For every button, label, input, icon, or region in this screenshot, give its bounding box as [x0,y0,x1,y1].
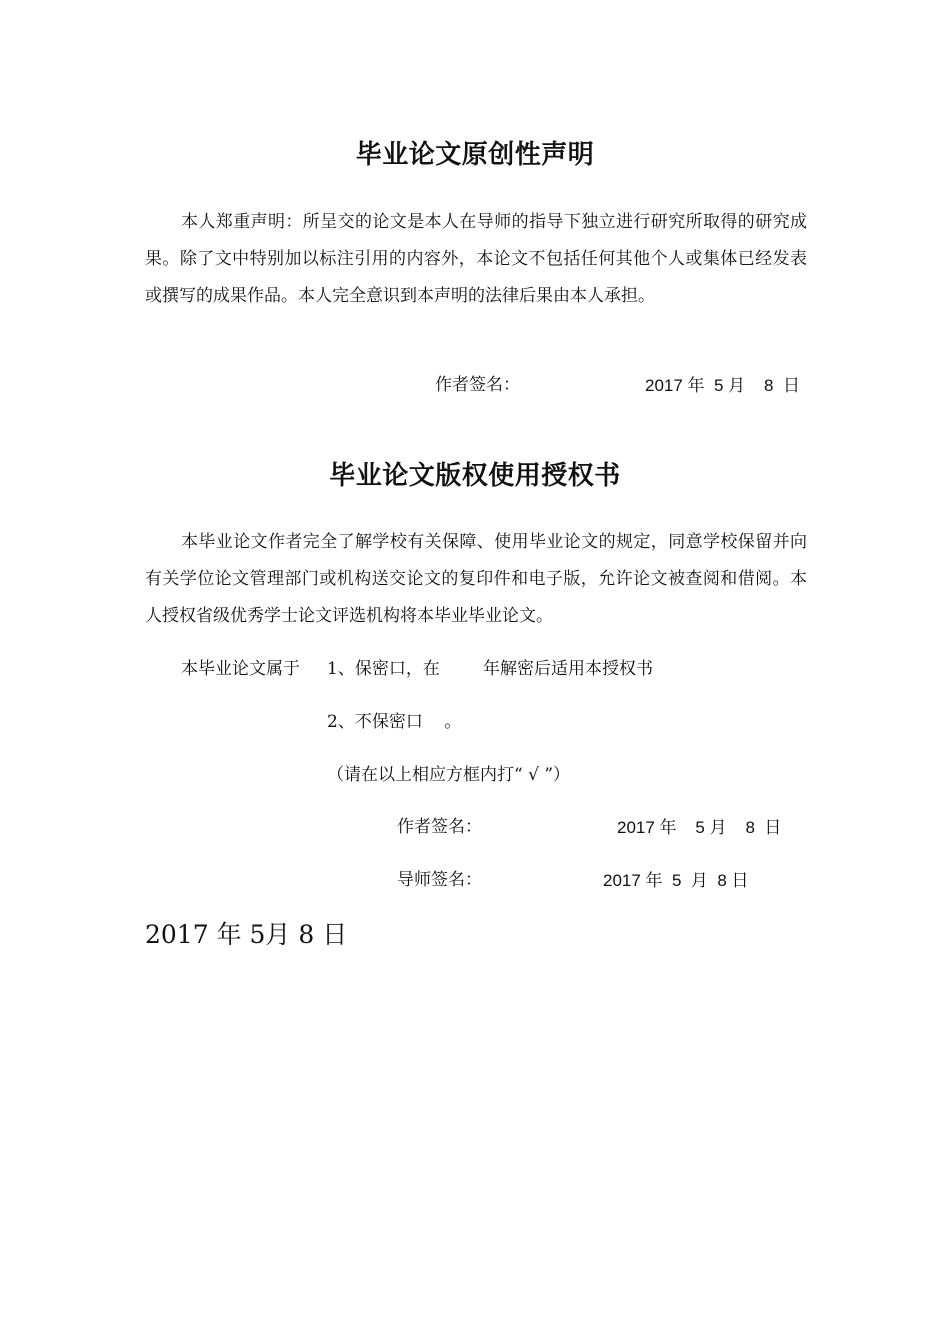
declaration-body: 本人郑重声明：所呈交的论文是本人在导师的指导下独立进行研究所取得的研究成果。除了文中特别加以标注引用的内容外，本论文不包括任何其他个人或集体已经发表或撰写的成果作品。本人完全意识到本声明的法律后果由本人承担。 [145,212,807,306]
belongs-label: 本毕业论文属于 [181,659,300,679]
option-not-confidential: 2、不保密口 。 [327,712,462,732]
checkbox-instruction: （请在以上相应方框内打“ √ ”） [327,765,571,785]
declaration-title: 毕业论文原创性声明 [355,140,595,170]
author-signature-label: 作者签名： [397,817,482,837]
advisor-signature-label: 导师签名： [397,870,482,890]
declaration-signature-label: 作者签名： [435,375,520,395]
authorization-body: 本毕业论文作者完全了解学校有关保障、使用毕业论文的规定，同意学校保留并向有关学位论文管理部门或机构送交论文的复印件和电子版，允许论文被查阅和借阅。本人授权省级优秀学士论文评选机构将本毕业毕业论文。 [145,532,807,626]
footer-date: 2017 年 5月 8 日 [145,920,348,949]
authorization-title: 毕业论文版权使用授权书 [329,461,621,491]
advisor-date: 2017 年 5 月 8 日 [603,871,749,890]
author-date: 2017 年 5 月 8 日 [617,818,782,837]
declaration-date: 2017 年 5 月 8 日 [645,376,800,395]
option-confidential: 1、保密口，在 年解密后适用本授权书 [327,659,654,679]
